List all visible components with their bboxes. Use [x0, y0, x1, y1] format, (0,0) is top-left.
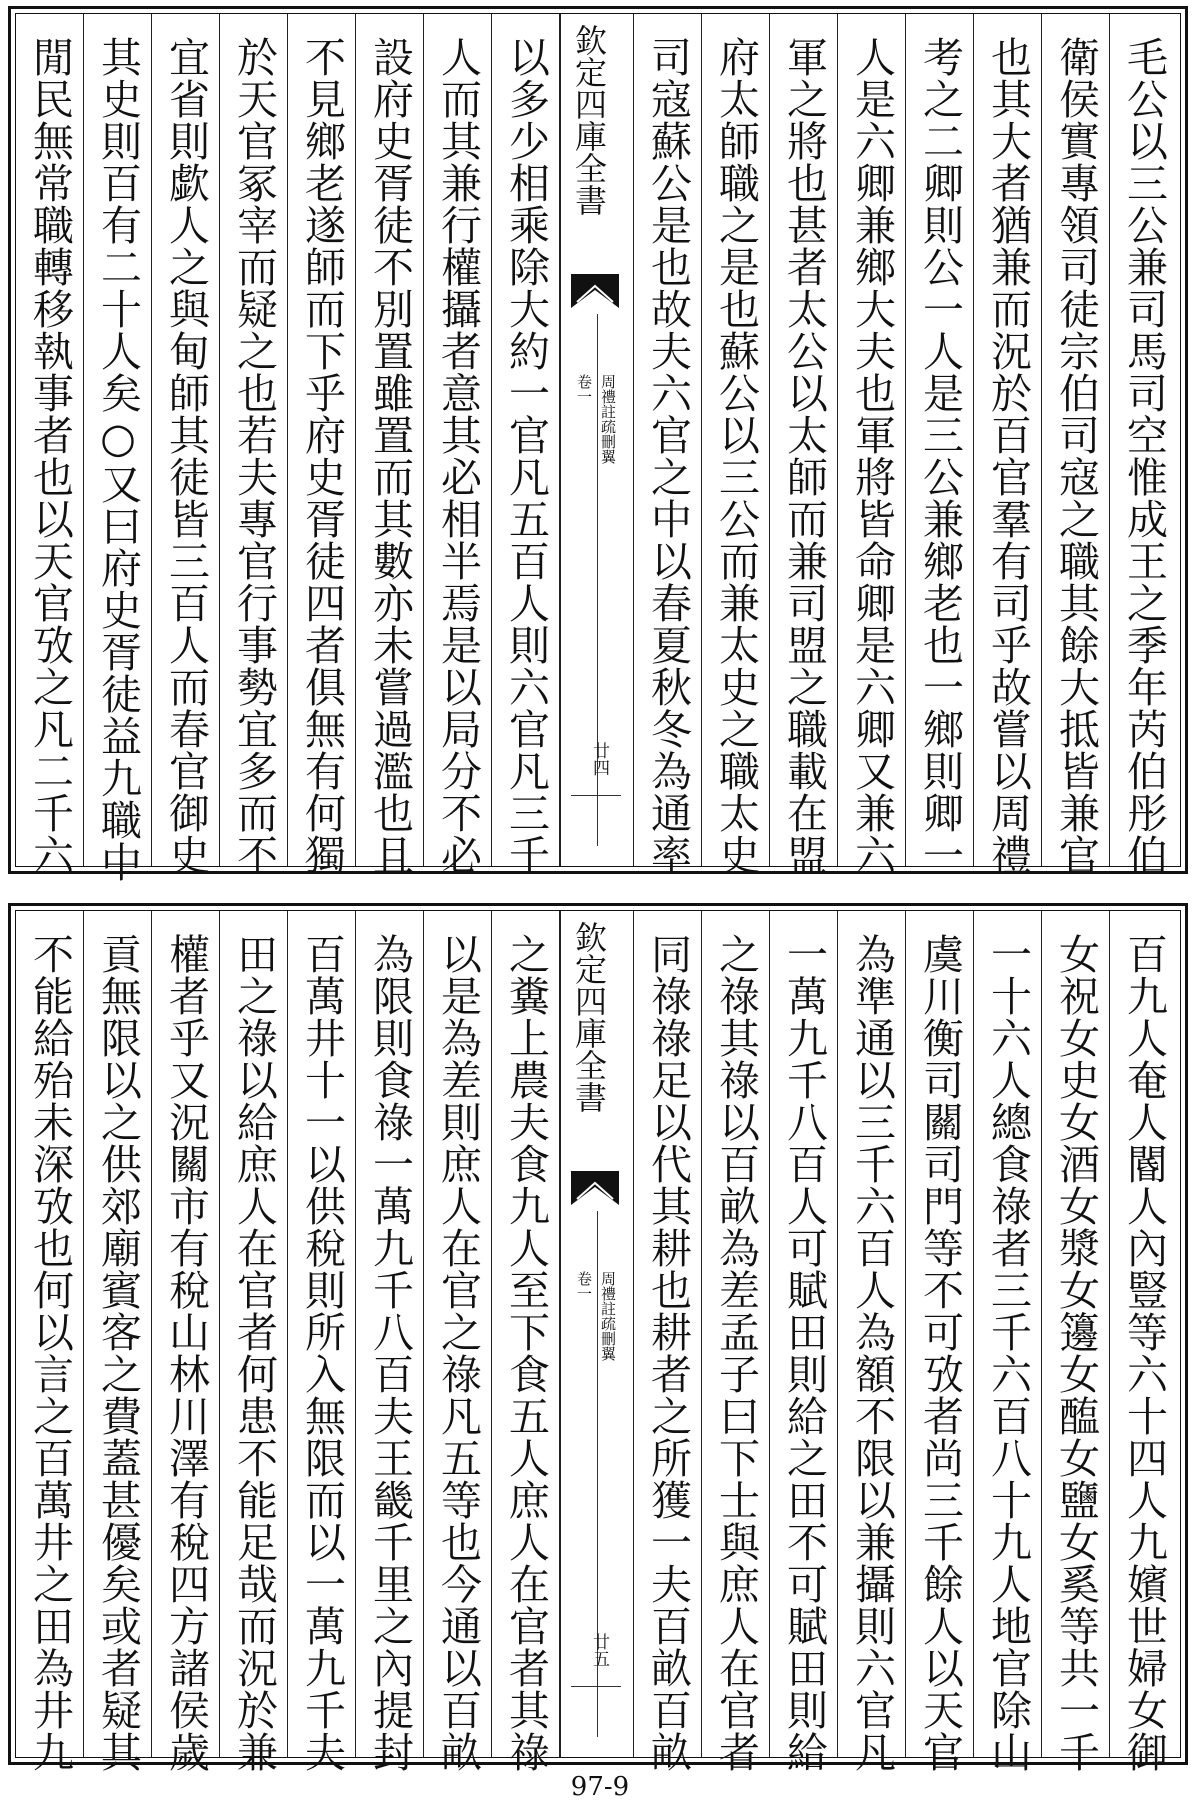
column-text: 一十六人總食祿者三千六百八十九人地官除山 — [984, 933, 1032, 1773]
text-column — [906, 14, 974, 876]
column-text: 為準通以三千六百人為額不限以兼攝則六官凡 — [848, 933, 896, 1773]
text-column — [1110, 911, 1178, 1773]
column-text: 貢無限以之供郊廟賓客之費蓋甚優矣或者疑其 — [94, 933, 142, 1773]
center-fold — [560, 911, 634, 1757]
text-column — [16, 911, 84, 1773]
page-number: 97-9 — [570, 1772, 630, 1802]
fish-tail-mark-icon — [569, 1169, 621, 1209]
column-text: 以是為差則庶人在官之祿凡五等也今通以百畝 — [434, 933, 482, 1773]
column-text: 田之祿以給庶人在官者何患不能足哉而況於兼 — [230, 933, 278, 1773]
text-column — [702, 14, 770, 876]
text-column — [1110, 14, 1178, 876]
text-column — [770, 911, 838, 1773]
text-column — [288, 911, 356, 1773]
book-title: 欽定四庫全書 — [570, 921, 608, 1113]
bottom-page — [8, 903, 1188, 1773]
column-text: 不見鄉老遂師而下乎府史胥徒四者俱無有何獨 — [298, 36, 346, 876]
column-text: 不能給殆未深攷也何以言之百萬井之田為井九 — [26, 933, 74, 1773]
folio-rule — [571, 1686, 621, 1687]
column-text: 一萬九千八百人可賦田則給之田不可賦田則給 — [780, 933, 828, 1773]
text-column — [84, 14, 152, 883]
top-page-frame — [15, 13, 1181, 883]
text-column — [492, 911, 560, 1773]
top-page — [8, 6, 1188, 883]
fish-tail-mark-icon — [569, 272, 621, 312]
column-text: 之糞上農夫食九人至下食五人庶人在官者其祿 — [502, 933, 550, 1773]
text-column — [152, 911, 220, 1773]
column-text: 同祿祿足以代其耕也耕者之所獲一夫百畝百畝 — [644, 933, 692, 1773]
column-text: 也其大者猶兼而況於百官羣有司乎故嘗以周禮 — [984, 36, 1032, 876]
column-text: 府太師職之是也蘇公以三公而兼太史之職太史 — [712, 36, 760, 876]
text-column — [492, 14, 560, 876]
text-column — [1042, 14, 1110, 876]
text-column — [906, 911, 974, 1773]
column-text: 宜省則歔人之與甸師其徒皆三百人而春官御史 — [162, 36, 210, 876]
juan-label: 卷一 — [575, 1271, 593, 1301]
column-text: 於天官冢宰而疑之也若夫專官行事勢宜多而不 — [230, 36, 278, 876]
column-text: 毛公以三公兼司馬司空惟成王之季年芮伯彤伯 — [1120, 36, 1168, 876]
column-text: 衛侯實專領司徒宗伯司寇之職其餘大抵皆兼官 — [1052, 36, 1100, 876]
text-column — [84, 911, 152, 1773]
column-text: 為限則食祿一萬九千八百夫王畿千里之內提封 — [366, 933, 414, 1773]
folio-number: 廿四 — [589, 742, 609, 776]
text-column — [974, 14, 1042, 876]
bottom-page-frame — [15, 910, 1181, 1773]
text-column — [702, 911, 770, 1773]
column-text: 百萬井十一以供稅則所入無限而以一萬九千夫 — [298, 933, 346, 1773]
text-column — [634, 14, 702, 876]
text-column — [220, 14, 288, 876]
text-column — [634, 911, 702, 1773]
text-column — [288, 14, 356, 876]
column-text: 虞川衡司關司門等不可攷者尚三千餘人以天官 — [916, 933, 964, 1773]
center-fold — [560, 14, 634, 866]
column-text: 女祝女史女酒女漿女籩女醢女鹽女奚等共一千 — [1052, 933, 1100, 1773]
text-column — [974, 911, 1042, 1773]
book-title: 欽定四庫全書 — [570, 24, 608, 216]
text-column — [356, 14, 424, 876]
column-text: 之祿其祿以百畝為差孟子曰下士與庶人在官者 — [712, 933, 760, 1773]
column-text: 其史則百有二十人矣○又曰府史胥徒益九職中 — [94, 36, 142, 883]
column-text: 閒民無常職轉移執事者也以天官攷之凡二千六 — [26, 36, 74, 876]
column-text: 百九人奄人閽人內豎等六十四人九嬪世婦女御 — [1120, 933, 1168, 1773]
volume-title: 周禮註疏刪翼 — [599, 1271, 617, 1361]
text-column — [838, 911, 906, 1773]
text-column — [424, 14, 492, 876]
text-column — [424, 911, 492, 1773]
text-column — [356, 911, 424, 1773]
text-column — [152, 14, 220, 876]
column-text: 人而其兼行權攝者意其必相半焉是以局分不必 — [434, 36, 482, 876]
column-text: 以多少相乘除大約一官凡五百人則六官凡三千 — [502, 36, 550, 876]
text-column — [16, 14, 84, 876]
text-column — [770, 14, 838, 876]
folio-number: 廿五 — [589, 1633, 609, 1667]
text-column — [220, 911, 288, 1773]
juan-label: 卷一 — [575, 374, 593, 404]
column-text: 設府史胥徒不別置雖置而其數亦未嘗過濫也且 — [366, 36, 414, 876]
column-text: 人是六卿兼鄉大夫也軍將皆命卿是六卿又兼六 — [848, 36, 896, 876]
text-column — [1042, 911, 1110, 1773]
volume-title: 周禮註疏刪翼 — [599, 374, 617, 464]
column-text: 司寇蘇公是也故夫六官之中以春夏秋冬為通率 — [644, 36, 692, 876]
folio-rule — [571, 795, 621, 796]
column-text: 考之二卿則公一人是三公兼鄉老也一鄉則卿一 — [916, 36, 964, 876]
text-column — [838, 14, 906, 876]
column-text: 軍之將也甚者太公以太師而兼司盟之職載在盟 — [780, 36, 828, 876]
column-text: 權者乎又況關市有稅山林川澤有稅四方諸侯歲 — [162, 933, 210, 1773]
